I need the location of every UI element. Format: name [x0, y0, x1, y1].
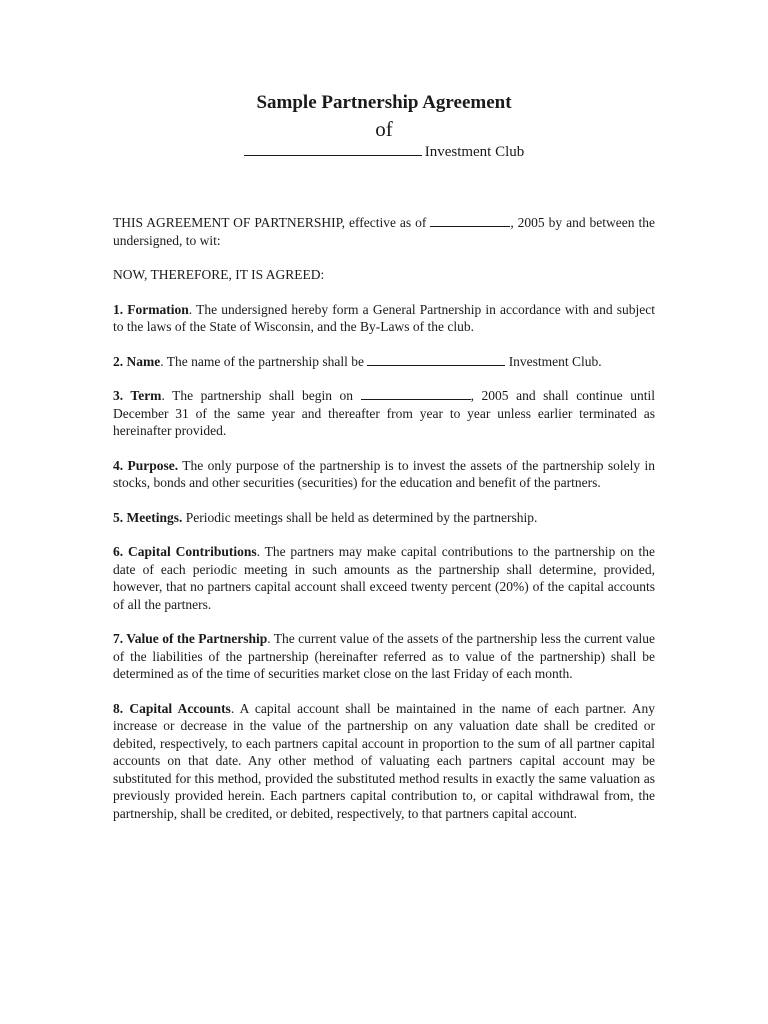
club-name-line: [0, 141, 768, 162]
section-heading: 5. Meetings.: [113, 509, 183, 525]
section-text: The only purpose of the partnership is to invest the assets of the partnership solely in stocks, bonds and other securities (securities) for the education and benefit of the partners.: [113, 457, 655, 490]
intro-paragraph: [113, 214, 655, 249]
section-capital-contributions: [113, 543, 655, 613]
agreement-body: [113, 214, 655, 839]
section-text: Periodic meetings shall be held as determined by the partnership.: [182, 509, 538, 525]
section-text: . The name of the partnership shall be: [160, 353, 368, 369]
intro-text-b: , 2005 by and between the undersigned, to wit:: [113, 215, 655, 248]
section-heading: 1. Formation: [113, 301, 189, 317]
section-heading: 8. Capital Accounts: [113, 700, 231, 716]
effective-date-blank: [430, 214, 510, 227]
club-suffix: Investment Club: [424, 144, 525, 160]
club-name-blank: [244, 141, 422, 156]
section-purpose: [113, 457, 655, 492]
agreed-paragraph: NOW, THEREFORE, IT IS AGREED:: [113, 267, 325, 282]
section-heading: 7. Value of the Partnership: [113, 631, 268, 646]
section-heading: 3. Term: [113, 388, 162, 403]
section-value: [113, 630, 655, 683]
section-text: . The partnership shall begin on: [161, 388, 361, 403]
section-capital-accounts: [113, 700, 655, 823]
section-text: , 2005 and shall continue until December 31 of the same year and thereafter from year to year unless earlier terminated as hereinafter provided.: [113, 388, 655, 438]
section-text: . The undersigned hereby form a General Partnership in accordance with and subject to the laws of the State of Wisconsin, and the By-Laws of the club.: [113, 301, 655, 334]
section-text: . The partners may make capital contributions to the partnership on the date of each periodic meeting in such amounts as the partnership shall determine, provided, however, that no partners capital account shall exceed twenty percent (20%) of the capital accounts of all the partners.: [113, 544, 655, 612]
partnership-name-blank: [367, 353, 505, 366]
section-name: [113, 353, 655, 371]
section-text: Investment Club.: [505, 353, 602, 369]
section-heading: 2. Name: [113, 353, 161, 369]
section-text: . The current value of the assets of the partnership less the current value of the liabilities of the partnership (hereinafter referred as to value of the partnership) shall be determined as of the time of securities market close on the last Friday of each month.: [113, 631, 655, 681]
section-meetings: [113, 509, 655, 527]
section-term: [113, 387, 655, 440]
document-subtitle-of: of: [375, 117, 393, 141]
start-date-blank: [361, 387, 471, 400]
section-heading: 6. Capital Contributions: [113, 544, 257, 559]
section-heading: 4. Purpose.: [113, 457, 179, 473]
section-text: . A capital account shall be maintained in the name of each partner. Any increase or decrease in the value of the partnership on any valuation date shall be credited or debited, respectively, to each partners capital account in proportion to the sum of all partner capital accounts on that date. Any other method of valuating each partners capital account may be substituted for this method, provided the substituted method results in exactly the same valuation as previously provided herein. Each partners capital contribution to, or capital withdrawal from, the partnership, shall be credited, or debited, respectively, to that partners capital account.: [113, 700, 655, 821]
document-title: Sample Partnership Agreement: [256, 92, 512, 113]
section-formation: [113, 301, 655, 336]
intro-text-a: THIS AGREEMENT OF PARTNERSHIP, effective as of: [113, 215, 431, 230]
